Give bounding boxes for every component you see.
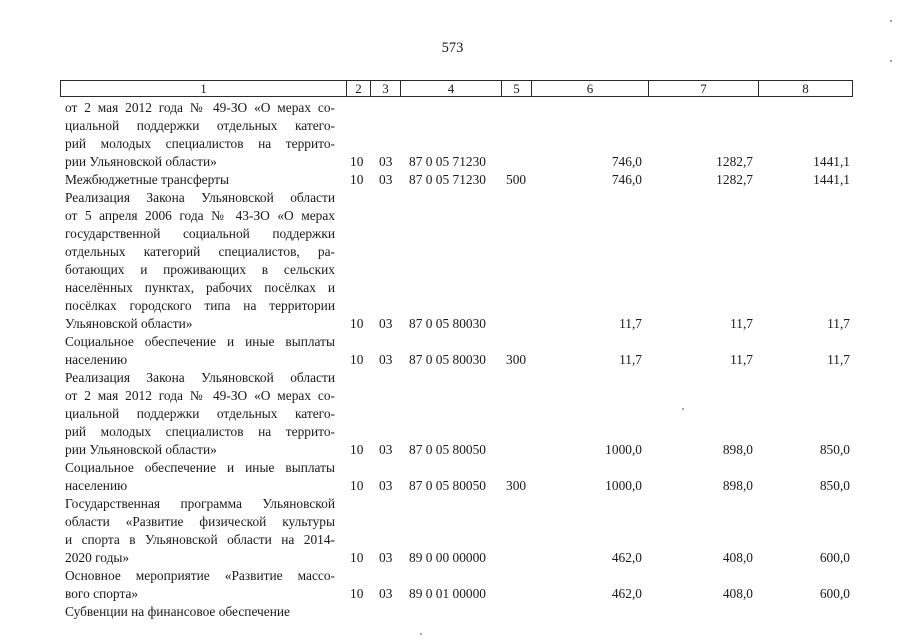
row-description-line: посёлках городского типа на территории [65,298,335,313]
row-c2-value: 10 [350,586,364,601]
row-c7-value: 898,0 [722,442,753,457]
header-col-1: 1 [200,81,207,96]
table-header [60,80,853,97]
header-col-2: 2 [346,81,370,96]
row-c3-value: 03 [379,550,393,565]
row-description-line: области «Развитие физической культуры [65,514,335,529]
row-c7-value: 408,0 [722,586,753,601]
scan-speck [420,633,422,635]
row-description-line: Межбюджетные трансферты [65,172,229,187]
row-c2-value: 10 [350,154,364,169]
row-c2-value: 10 [350,550,364,565]
row-c4-value: 87 0 05 80030 [409,352,486,367]
row-description-line: 2020 годы» [65,550,130,565]
row-description-line: циальной поддержки отдельных катего- [65,118,335,133]
row-c5-value: 300 [506,478,527,493]
row-c8-value: 850,0 [819,442,850,457]
row-c6-value: 746,0 [611,172,642,187]
header-col-3: 3 [370,81,400,96]
row-c6-value: 1000,0 [605,442,642,457]
row-description-line: от 2 мая 2012 года № 49-ЗО «О мерах со- [65,100,335,115]
row-c2-value: 10 [350,352,364,367]
row-c3-value: 03 [379,478,393,493]
row-description-line: Реализация Закона Ульяновской области [65,370,335,385]
row-c6-value: 1000,0 [605,478,642,493]
row-description-line: отдельных категорий специалистов, ра- [65,244,335,259]
row-c8-value: 11,7 [827,316,850,331]
row-c3-value: 03 [379,154,393,169]
scan-speck [890,60,892,62]
row-c7-value: 408,0 [722,550,753,565]
row-description-line: Реализация Закона Ульяновской области [65,190,335,205]
row-description-line: вого спорта» [65,586,139,601]
row-c5-value: 500 [506,172,527,187]
row-c6-value: 462,0 [611,550,642,565]
row-c7-value: 11,7 [730,316,753,331]
row-c4-value: 87 0 05 80050 [409,478,486,493]
row-description-line: и спорта в Ульяновской области на 2014- [65,532,335,547]
row-c4-value: 87 0 05 80050 [409,442,486,457]
row-description-line: населению [65,352,128,367]
row-c7-value: 1282,7 [716,154,753,169]
row-description-line: рии Ульяновской области» [65,442,217,457]
row-c5-value: 300 [506,352,527,367]
row-description-line: Основное мероприятие «Развитие массо- [65,568,335,583]
row-c6-value: 462,0 [611,586,642,601]
row-c3-value: 03 [379,316,393,331]
row-description-line: рий молодых специалистов на террито- [65,136,335,151]
row-description-line: Социальное обеспечение и иные выплаты [65,460,335,475]
header-col-5: 5 [501,81,531,96]
row-c3-value: 03 [379,172,393,187]
row-c4-value: 87 0 05 71230 [409,154,486,169]
header-col-8: 8 [758,81,852,96]
row-c6-value: 746,0 [611,154,642,169]
row-c7-value: 1282,7 [716,172,753,187]
row-c2-value: 10 [350,172,364,187]
row-description-line: Государственная программа Ульяновской [65,496,335,511]
row-description-line: Ульяновской области» [65,316,193,331]
row-c8-value: 11,7 [827,352,850,367]
row-description-line: Социальное обеспечение и иные выплаты [65,334,335,349]
row-description-line: рий молодых специалистов на террито- [65,424,335,439]
header-col-6: 6 [531,81,648,96]
row-c4-value: 89 0 01 00000 [409,586,486,601]
row-c4-value: 87 0 05 80030 [409,316,486,331]
scan-speck [890,20,892,22]
row-description-line: рии Ульяновской области» [65,154,217,169]
row-c4-value: 87 0 05 71230 [409,172,486,187]
page-number: 573 [441,40,464,56]
row-c8-value: 600,0 [819,550,850,565]
row-c6-value: 11,7 [619,352,642,367]
row-c2-value: 10 [350,442,364,457]
row-c8-value: 600,0 [819,586,850,601]
header-col-7: 7 [648,81,758,96]
row-c3-value: 03 [379,442,393,457]
row-description-line: государственной социальной поддержки [65,226,335,241]
row-description-line: Субвенции на финансовое обеспечение [65,604,291,619]
row-description-line: населению [65,478,128,493]
scan-speck [682,408,684,410]
row-c7-value: 11,7 [730,352,753,367]
row-description-line: населённых пунктах, рабочих посёлках и [65,280,335,295]
row-c2-value: 10 [350,316,364,331]
row-c8-value: 1441,1 [813,154,850,169]
row-description-line: ботающих и проживающих в сельских [65,262,335,277]
row-description-line: от 2 мая 2012 года № 49-ЗО «О мерах со- [65,388,335,403]
header-col-4: 4 [400,81,501,96]
row-c8-value: 1441,1 [813,172,850,187]
row-c3-value: 03 [379,352,393,367]
row-c6-value: 11,7 [619,316,642,331]
row-c8-value: 850,0 [819,478,850,493]
row-description-line: от 5 апреля 2006 года № 43-ЗО «О мерах [65,208,335,223]
row-c7-value: 898,0 [722,478,753,493]
row-description-line: циальной поддержки отдельных катего- [65,406,335,421]
row-c3-value: 03 [379,586,393,601]
row-c4-value: 89 0 00 00000 [409,550,486,565]
row-c2-value: 10 [350,478,364,493]
